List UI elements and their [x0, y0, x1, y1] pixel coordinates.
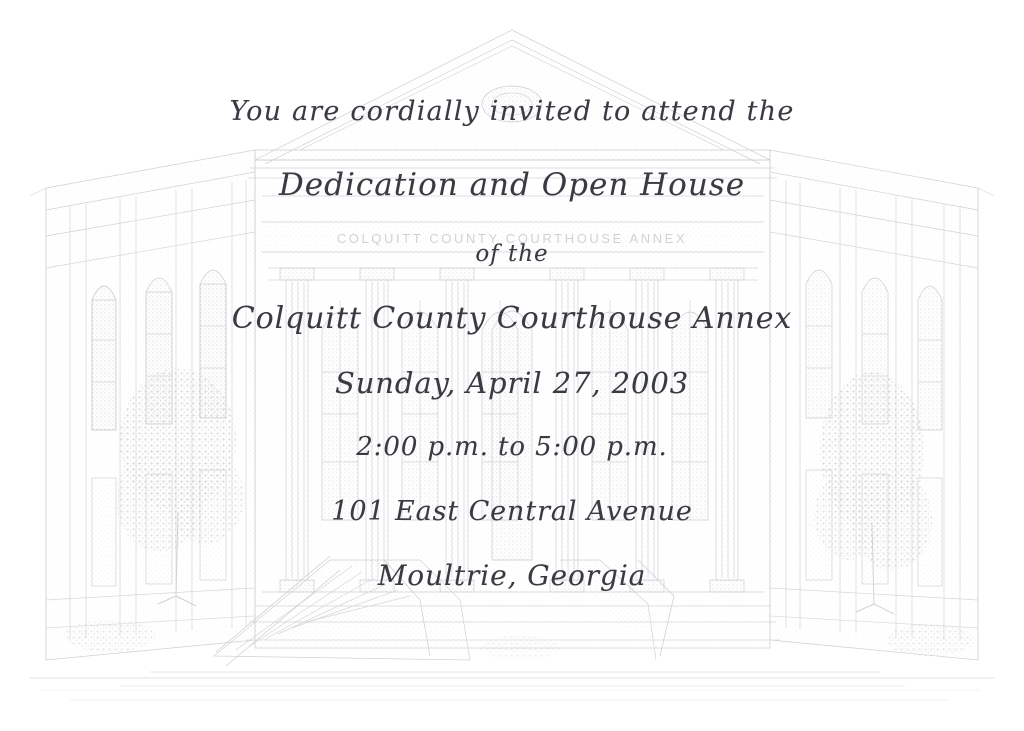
invitation-line-intro: You are cordially invited to attend the — [229, 96, 795, 127]
invitation-line-venue: Colquitt County Courthouse Annex — [231, 301, 793, 336]
invitation-line-city: Moultrie, Georgia — [377, 559, 647, 592]
invitation-line-of-the: of the — [475, 241, 549, 267]
invitation-line-address: 101 East Central Avenue — [331, 496, 693, 527]
invitation-line-time: 2:00 p.m. to 5:00 p.m. — [356, 432, 668, 462]
invitation-line-date: Sunday, April 27, 2003 — [334, 366, 690, 400]
invitation-line-event: Dedication and Open House — [278, 167, 746, 203]
frieze-inscription: COLQUITT COUNTY COURTHOUSE ANNEX — [336, 231, 688, 246]
